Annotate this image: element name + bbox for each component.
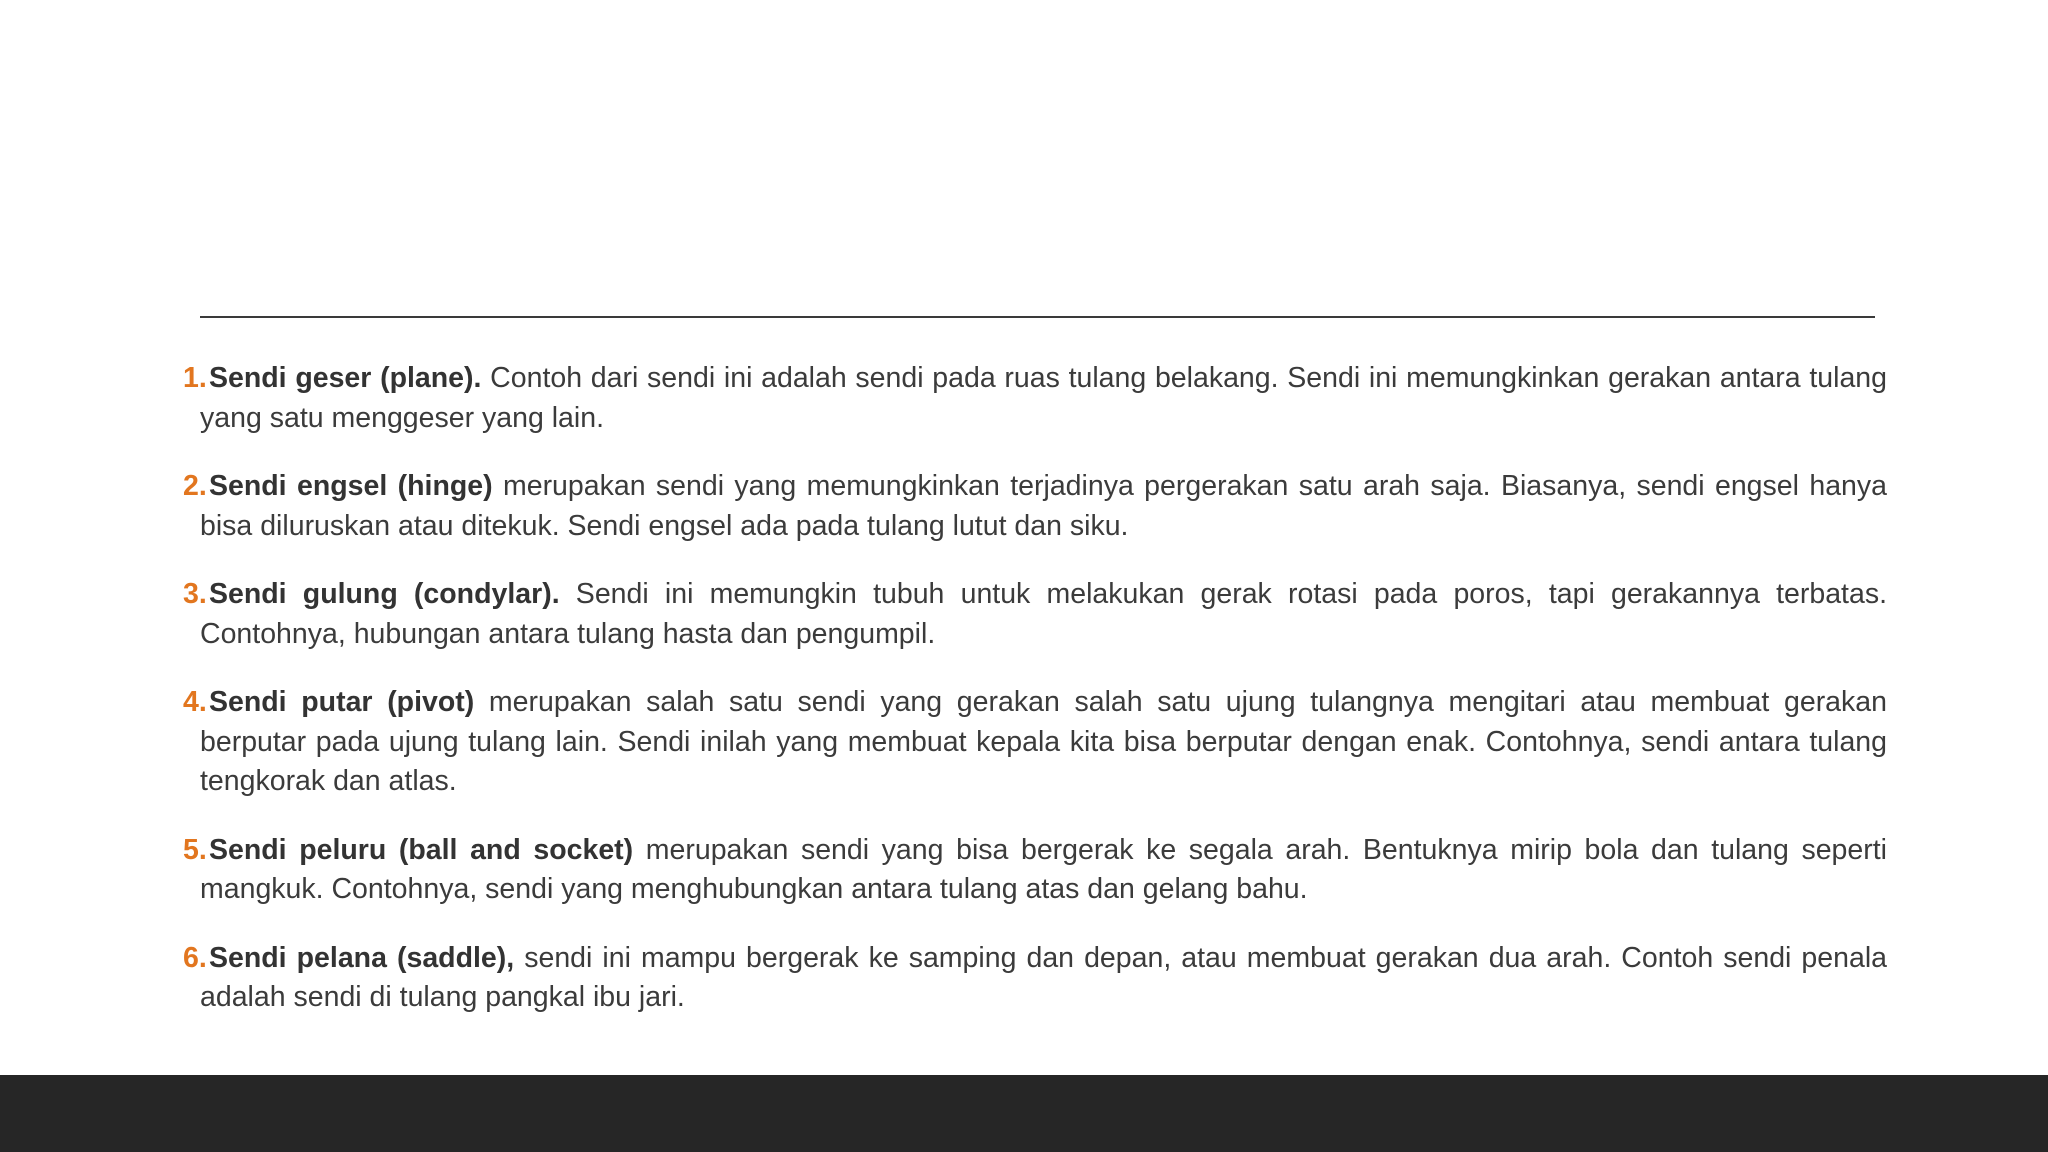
list-item-sendi-putar <box>180 683 1887 802</box>
joint-types-list <box>180 359 1887 1047</box>
list-item-term: Sendi gulung (condylar). <box>209 578 560 610</box>
list-item-term: Sendi engsel (hinge) <box>209 470 493 502</box>
list-item-description: merupakan salah satu sendi yang gerakan salah satu ujung tulangnya mengitari atau membuat gerakan berputar pada ujung tulang lain. Sendi inilah yang membuat kepala kita bisa berputar dengan enak. Contohnya, sendi antara tulang tengkorak dan atlas. <box>200 686 1887 797</box>
list-item-description: Contoh dari sendi ini adalah sendi pada ruas tulang belakang. Sendi ini memungkinkan gerakan antara tulang yang satu menggeser yang lain. <box>200 362 1887 434</box>
list-item-description: sendi ini mampu bergerak ke samping dan depan, atau membuat gerakan dua arah. Contoh sendi penala adalah sendi di tulang pangkal ibu jari. <box>200 941 1888 1013</box>
list-item-description: Sendi ini memungkin tubuh untuk melakukan gerak rotasi pada poros, tapi gerakannya terbatas. Contohnya, hubungan antara tulang hasta dan pengumpil. <box>200 578 1887 650</box>
list-item-sendi-geser <box>180 359 1887 438</box>
list-item-number: 3. <box>183 578 207 610</box>
list-item-description: merupakan sendi yang memungkinkan terjadinya pergerakan satu arah saja. Biasanya, sendi engsel hanya bisa diluruskan atau ditekuk. Sendi engsel ada pada tulang lutut dan siku. <box>200 470 1887 542</box>
list-item-term: Sendi putar (pivot) <box>209 686 475 718</box>
list-item-term: Sendi geser (plane). <box>209 362 482 394</box>
list-item-number: 5. <box>183 833 207 866</box>
footer-bar <box>0 1075 2048 1152</box>
list-item-sendi-peluru <box>180 831 1887 910</box>
list-item-number: 2. <box>183 470 207 502</box>
list-item-term: Sendi pelana (saddle), <box>209 941 515 974</box>
list-item-description: merupakan sendi yang bisa bergerak ke segala arah. Bentuknya mirip bola dan tulang seperti mangkuk. Contohnya, sendi yang menghubungkan antara tulang atas dan gelang bahu. <box>200 833 1888 905</box>
list-item-sendi-pelana <box>180 939 1887 1018</box>
list-item-sendi-engsel <box>180 467 1887 546</box>
list-item-number: 6. <box>183 941 207 974</box>
list-item-number: 1. <box>183 362 207 394</box>
list-item-number: 4. <box>183 686 207 718</box>
list-item-sendi-gulung <box>180 575 1887 654</box>
title-divider-line <box>200 316 1875 318</box>
list-item-term: Sendi peluru (ball and socket) <box>209 833 634 866</box>
